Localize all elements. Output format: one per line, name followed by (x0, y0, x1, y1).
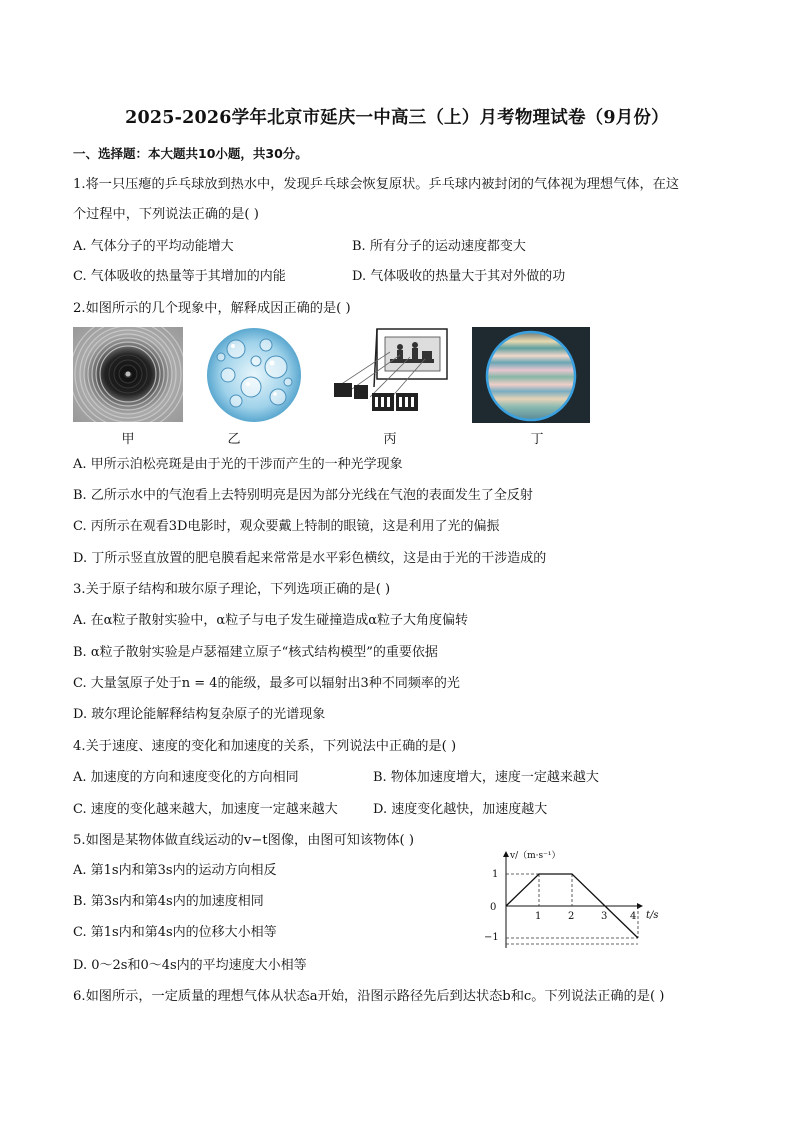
q5-option-b: B. 第3s内和第4s内的加速度相同 (73, 894, 264, 909)
q2-option-c: C. 丙所示在观看3D电影时，观众要戴上特制的眼镜，这是利用了光的偏振 (73, 519, 500, 534)
q2-option-a: A. 甲所示泊松亮斑是由于光的干涉而产生的一种光学现象 (73, 457, 403, 472)
x-tick-label: 3 (601, 911, 608, 922)
y-tick-label: 1 (492, 869, 499, 880)
q3-option-d: D. 玻尔理论能解释结构复杂原子的光谱现象 (73, 707, 326, 722)
page-title: 2025-2026学年北京市延庆一中高三（上）月考物理试卷（9月份） (125, 108, 669, 128)
q3-option-b: B. α粒子散射实验是卢瑟福建立原子“核式结构模型”的重要依据 (73, 645, 438, 660)
figure-label-yi: 乙 (227, 432, 241, 447)
figure-label-jia: 甲 (121, 432, 135, 447)
bubbles-image (206, 327, 302, 423)
q2-option-b: B. 乙所示水中的气泡看上去特别明亮是因为部分光线在气泡的表面发生了全反射 (73, 488, 533, 503)
figure-label-bing: 丙 (383, 432, 397, 447)
figure-label-ding: 丁 (530, 432, 544, 447)
q4-option-a: A. 加速度的方向和速度变化的方向相同 (73, 770, 299, 785)
q1-stem-line2: 个过程中，下列说法正确的是( ) (73, 207, 259, 222)
x-tick-label: 1 (535, 911, 542, 922)
x-tick-label: 2 (568, 911, 575, 922)
q5-option-d: D. 0～2s和0～4s内的平均速度大小相等 (73, 958, 307, 973)
q4-option-d: D. 速度变化越快，加速度越大 (373, 802, 548, 817)
q1-stem-line1: 1.将一只压瘪的乒乓球放到热水中，发现乒乓球会恢复原状。乒乓球内被封闭的气体视为理想气体，在这 (73, 177, 680, 192)
q3-option-a: A. 在α粒子散射实验中，α粒子与电子发生碰撞造成α粒子大角度偏转 (73, 613, 468, 628)
q6-stem: 6.如图所示，一定质量的理想气体从状态a开始，沿图示路径先后到达状态b和c。下列说法正确的是( ) (73, 989, 665, 1004)
q4-option-b: B. 物体加速度增大，速度一定越来越大 (373, 770, 599, 785)
q5-stem: 5.如图是某物体做直线运动的v−t图像，由图可知该物体( ) (73, 833, 414, 848)
y-tick-label: 0 (490, 902, 497, 913)
q5-option-a: A. 第1s内和第3s内的运动方向相反 (73, 863, 277, 878)
q1-option-d: D. 气体吸收的热量大于其对外做的功 (352, 269, 566, 284)
q2-option-d: D. 丁所示竖直放置的肥皂膜看起来常常是水平彩色横纹，这是由于光的干涉造成的 (73, 551, 547, 566)
q3-stem: 3.关于原子结构和玻尔原子理论，下列选项正确的是( ) (73, 582, 391, 597)
poisson-spot-image (73, 327, 183, 422)
q2-stem: 2.如图所示的几个现象中，解释成因正确的是( ) (73, 301, 351, 316)
q1-option-a: A. 气体分子的平均动能增大 (73, 239, 234, 254)
y-axis-label: v/（m·s⁻¹） (510, 851, 561, 861)
q1-option-b: B. 所有分子的运动速度都变大 (352, 239, 526, 254)
q3-option-c: C. 大量氢原子处于n = 4的能级，最多可以辐射出3种不同频率的光 (73, 676, 460, 691)
soap-film-image (472, 327, 590, 423)
v-t-graph (470, 846, 670, 956)
q4-stem: 4.关于速度、速度的变化和加速度的关系，下列说法中正确的是( ) (73, 739, 457, 754)
section-heading: 一、选择题：本大题共10小题，共30分。 (73, 146, 308, 161)
x-tick-label: 4 (630, 911, 637, 922)
y-tick-label: −1 (484, 932, 499, 943)
x-axis-label: t/s (646, 910, 659, 921)
q1-option-c: C. 气体吸收的热量等于其增加的内能 (73, 269, 286, 284)
q5-option-c: C. 第1s内和第4s内的位移大小相等 (73, 925, 277, 940)
3d-movie-image (330, 327, 450, 423)
q4-option-c: C. 速度的变化越来越大，加速度一定越来越大 (73, 802, 338, 817)
